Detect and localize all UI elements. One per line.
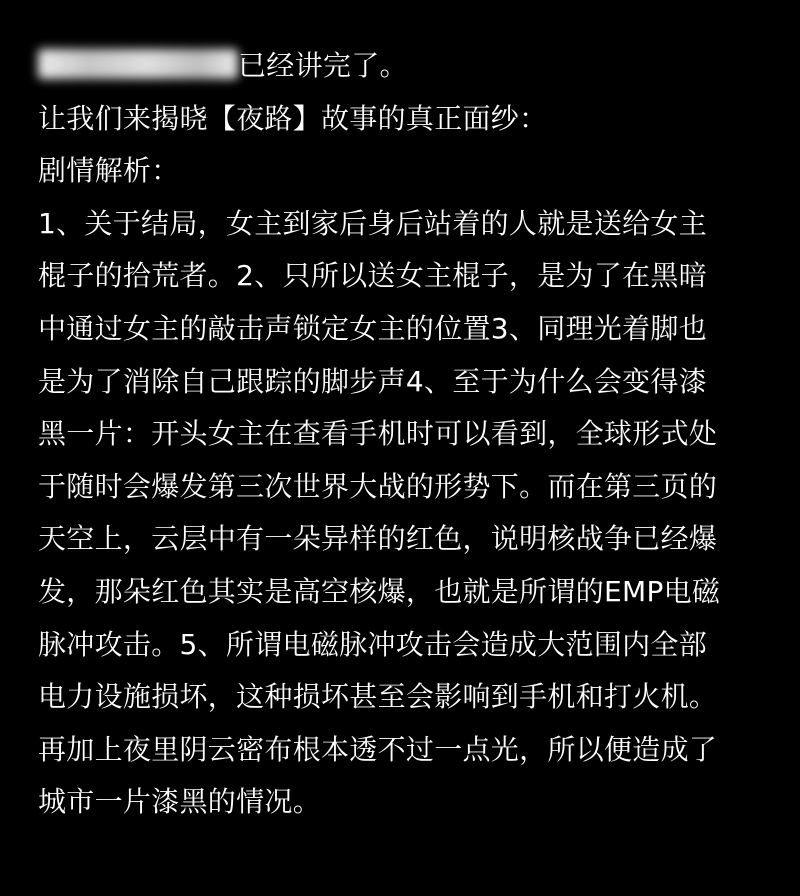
text-line-4: 1、关于结局，女主到家后身后站着的人就是送给女主 bbox=[38, 206, 708, 240]
text-line-1 bbox=[38, 40, 768, 93]
text-line-9: 于随时会爆发第三次世界大战的形势下。而在第三页的 bbox=[38, 469, 718, 503]
text-line-5: 棍子的拾荒者。2、只所以送女主棍子，是为了在黑暗 bbox=[38, 259, 708, 293]
text-line-11: 发，那朵红色其实是高空核爆，也就是所谓的EMP电磁 bbox=[38, 574, 721, 608]
text-line-15: 城市一片漆黑的情况。 bbox=[38, 785, 322, 819]
text-line-7: 是为了消除自己跟踪的脚步声4、至于为什么会变得漆 bbox=[38, 364, 708, 398]
text-line-10: 天空上，云层中有一朵异样的红色，说明核战争已经爆 bbox=[38, 522, 718, 556]
text-line-12: 脉冲攻击。5、所谓电磁脉冲攻击会造成大范围内全部 bbox=[38, 627, 708, 661]
text-line-13: 电力设施损坏，这种损坏甚至会影响到手机和打火机。 bbox=[38, 680, 718, 714]
text-line-14: 再加上夜里阴云密布根本透不过一点光，所以便造成了 bbox=[38, 732, 718, 766]
text-line-8: 黑一片：开头女主在查看手机时可以看到，全球形式处 bbox=[38, 417, 718, 451]
story-analysis-text bbox=[38, 40, 768, 829]
text-line-2: 让我们来揭晓【夜路】故事的真正面纱： bbox=[38, 101, 548, 135]
text-line-3: 剧情解析： bbox=[38, 154, 180, 188]
text-line-6: 中通过女主的敲击声锁定女主的位置3、同理光着脚也 bbox=[38, 311, 708, 345]
text-line-1-content: 已经讲完了。 bbox=[238, 49, 408, 82]
redacted-blur bbox=[38, 49, 238, 79]
